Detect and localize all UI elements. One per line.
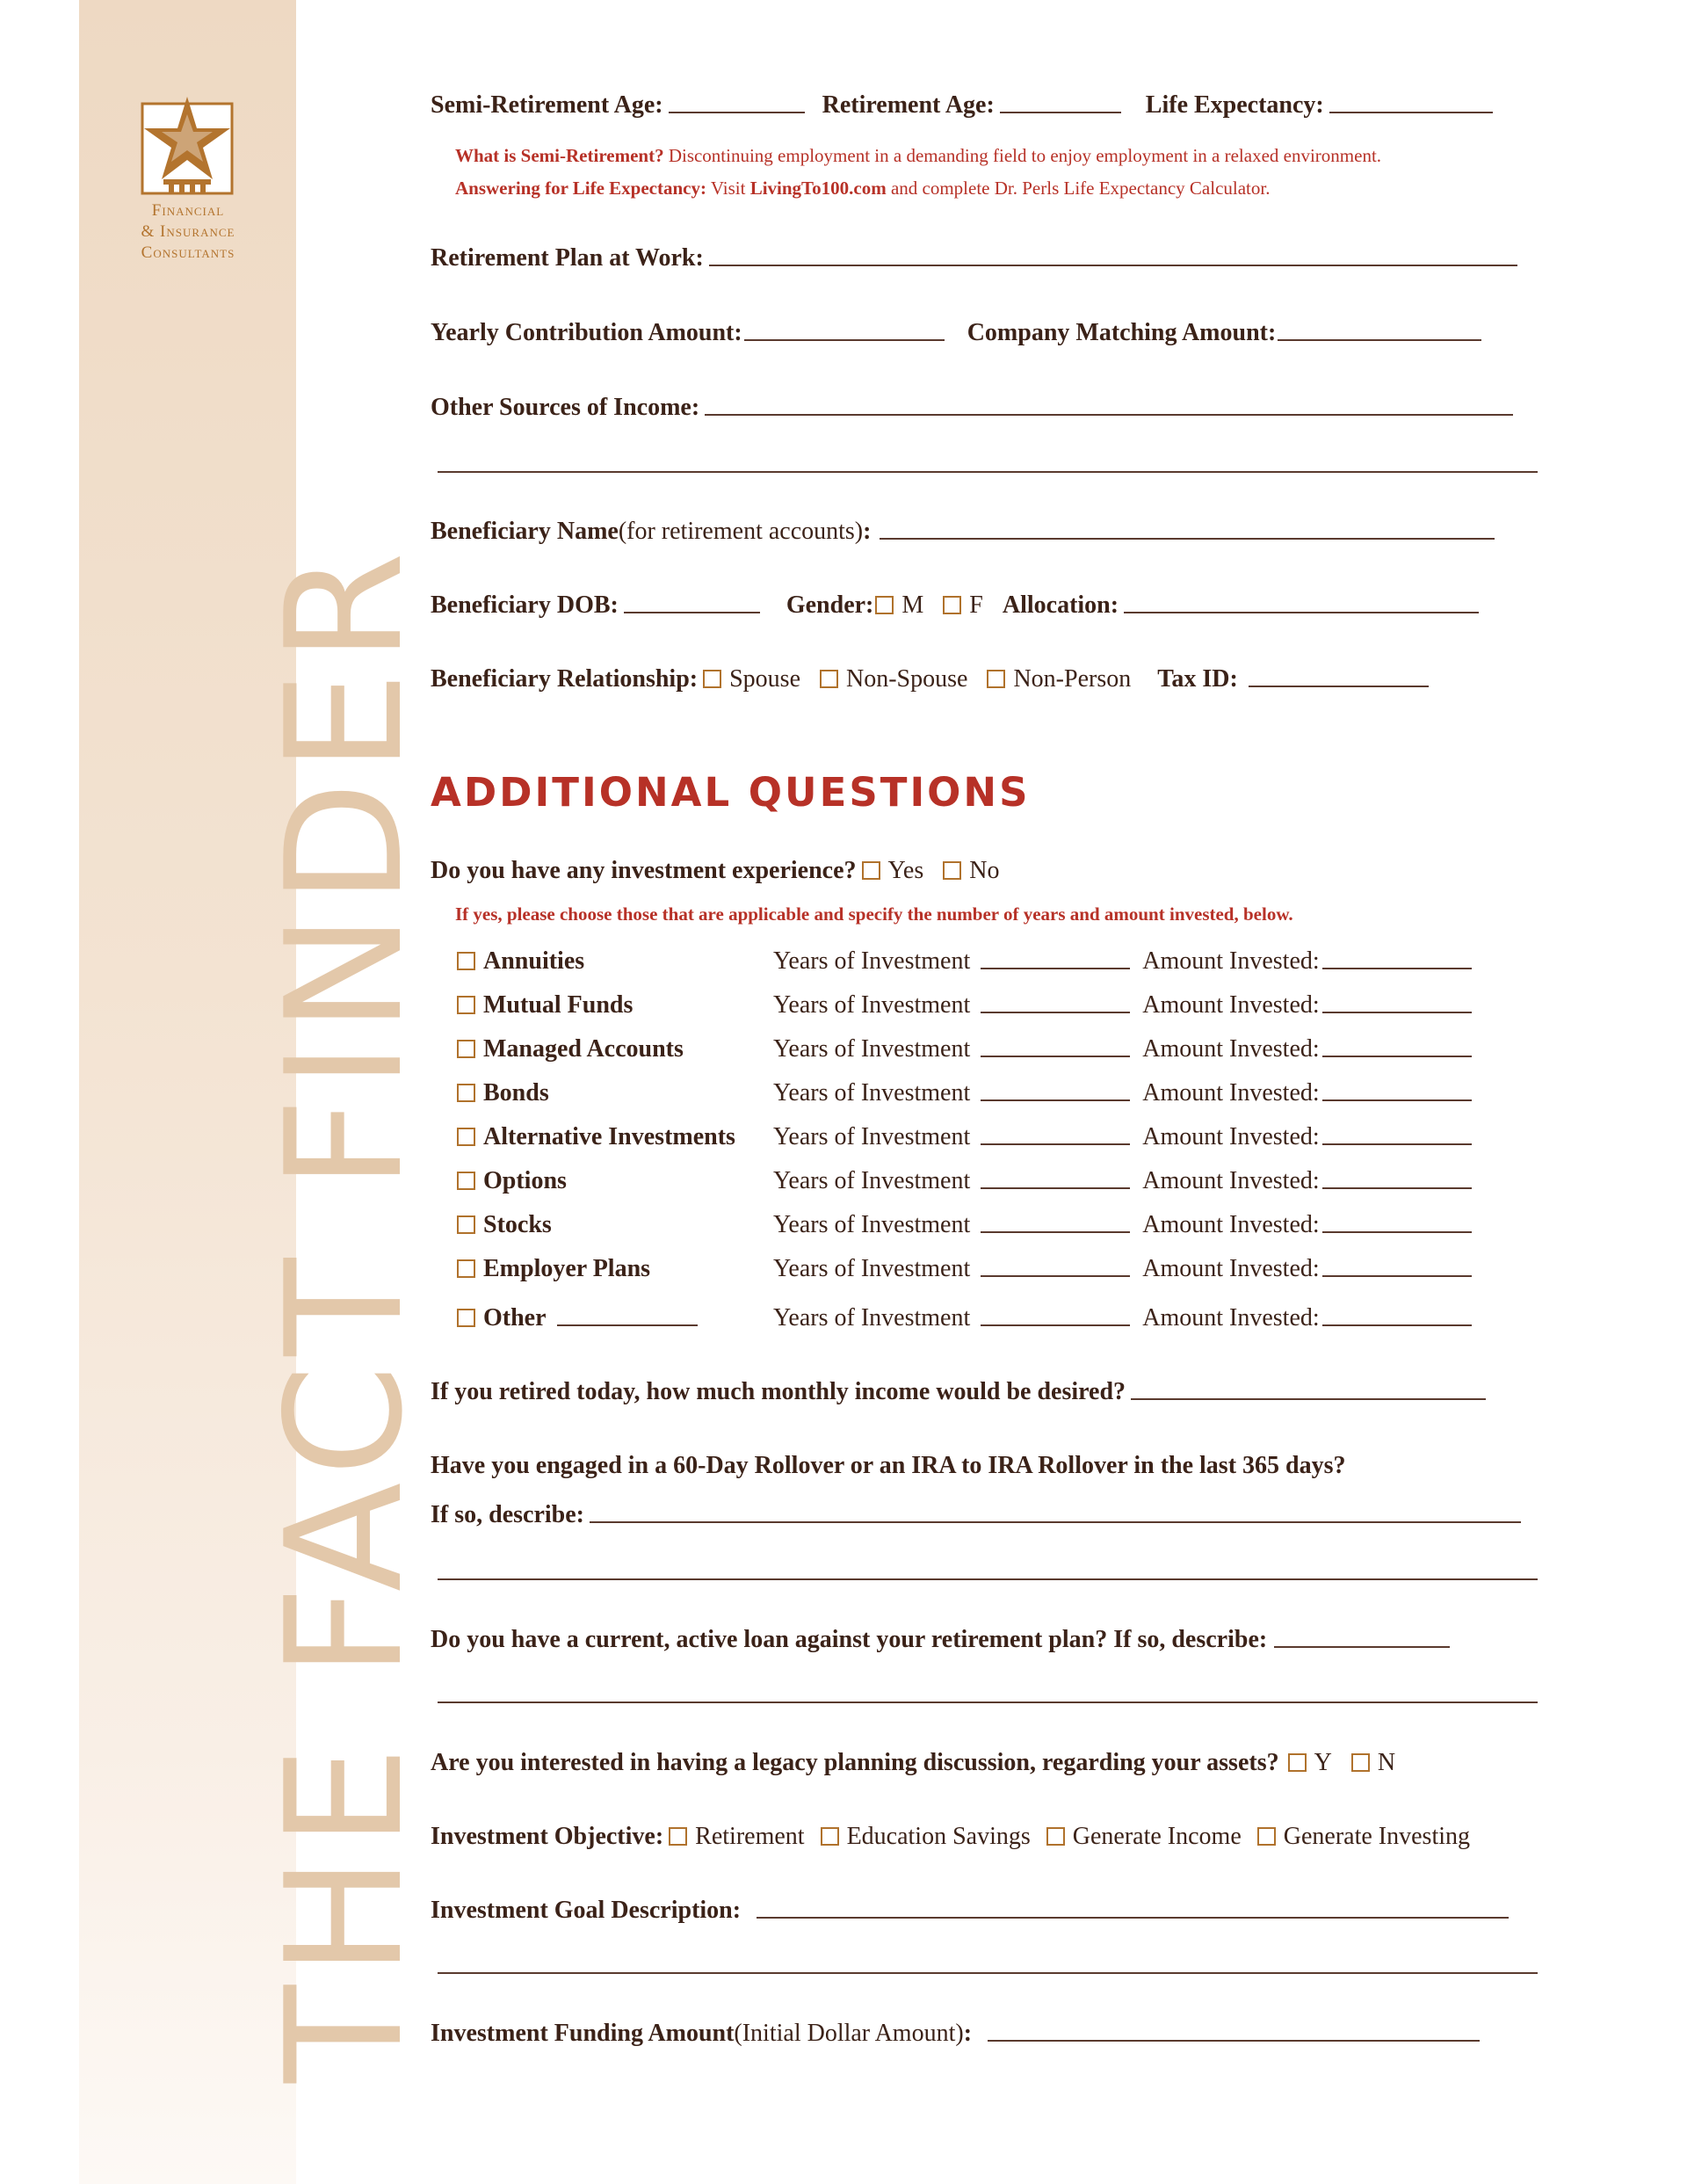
rollover-question: Have you engaged in a 60-Day Rollover or an IRA to IRA Rollover in the last 365 days?	[431, 1452, 1346, 1479]
investment-funding-row: Investment Funding Amount (Initial Dollar Amount) :	[431, 2020, 1480, 2048]
investment-row: Bonds Years of Investment Amount Invested:	[457, 1079, 1472, 1107]
amount-field[interactable]	[1322, 1186, 1472, 1189]
years-field[interactable]	[981, 1099, 1130, 1101]
beneficiary-name-field[interactable]	[880, 537, 1495, 540]
rollover-describe-field[interactable]	[590, 1520, 1521, 1523]
loan-question-row	[431, 1626, 1450, 1654]
objective-retirement-checkbox[interactable]	[669, 1827, 687, 1846]
allocation-field[interactable]	[1124, 611, 1479, 613]
investment-experience-row: Do you have any investment experience? Yes No	[431, 857, 1000, 884]
legacy-planning-question: Are you interested in having a legacy planning discussion, regarding your assets?	[431, 1749, 1279, 1776]
beneficiary-name-label: Beneficiary Name	[431, 518, 619, 545]
years-field[interactable]	[981, 1186, 1130, 1189]
retirement-ages-row	[431, 91, 1493, 120]
retirement-age-label: Retirement Age:	[822, 91, 995, 119]
yearly-contribution-label: Yearly Contribution Amount:	[431, 319, 742, 346]
legacy-planning-row: Are you interested in having a legacy planning discussion, regarding your assets? Y N	[431, 1749, 1396, 1776]
investment-funding-field[interactable]	[988, 2039, 1480, 2042]
loan-describe-field-line-2[interactable]	[438, 1701, 1538, 1703]
experience-no-checkbox[interactable]	[943, 861, 961, 880]
options-checkbox[interactable]	[457, 1172, 475, 1190]
loan-describe-field[interactable]	[1274, 1645, 1450, 1648]
gender-label: Gender:	[786, 591, 874, 619]
experience-instruction: If yes, please choose those that are applicable and specify the number of years and amount invested, below.	[455, 903, 1293, 925]
amount-field[interactable]	[1322, 1230, 1472, 1233]
investment-funding-label: Investment Funding Amount	[431, 2020, 735, 2047]
investment-row: Mutual Funds Years of Investment Amount Invested:	[457, 991, 1472, 1019]
company-matching-field[interactable]	[1278, 338, 1481, 341]
mutual-funds-checkbox[interactable]	[457, 996, 475, 1014]
bonds-checkbox[interactable]	[457, 1084, 475, 1102]
rollover-question-row	[431, 1452, 1345, 1480]
non-person-checkbox[interactable]	[987, 670, 1005, 688]
spouse-checkbox[interactable]	[703, 670, 721, 688]
rollover-describe-field-line-2[interactable]	[438, 1578, 1538, 1580]
other-investment-checkbox[interactable]	[457, 1309, 475, 1327]
rollover-describe-row	[431, 1501, 1521, 1529]
beneficiary-name-row: Beneficiary Name (for retirement accounts) :	[431, 518, 1495, 546]
experience-yes-checkbox[interactable]	[862, 861, 880, 880]
life-expectancy-note: Answering for Life Expectancy: Visit LivingTo100.com and complete Dr. Perls Life Expectancy Calculator.	[455, 178, 1271, 199]
life-expectancy-field[interactable]	[1329, 111, 1493, 113]
living-to-100-link[interactable]: LivingTo100.com	[749, 178, 887, 199]
beneficiary-dob-row: Beneficiary DOB: Gender: M F Allocation:	[431, 591, 1479, 620]
retirement-plan-field[interactable]	[709, 264, 1517, 266]
investment-objective-label: Investment Objective:	[431, 1823, 664, 1850]
years-field[interactable]	[981, 1274, 1130, 1277]
alternative-investments-checkbox[interactable]	[457, 1128, 475, 1146]
years-field[interactable]	[981, 1324, 1130, 1326]
investment-row: Stocks Years of Investment Amount Invested:	[457, 1211, 1472, 1239]
company-name: Financial & Insurance Consultants	[141, 201, 235, 262]
star-building-logo-icon	[141, 97, 234, 195]
investment-row: Alternative Investments Years of Investment Amount Invested:	[457, 1123, 1472, 1151]
amount-field[interactable]	[1322, 967, 1472, 969]
investment-row: Options Years of Investment Amount Invested:	[457, 1167, 1472, 1195]
other-income-label: Other Sources of Income:	[431, 394, 700, 421]
tax-id-label: Tax ID:	[1157, 665, 1238, 693]
tax-id-field[interactable]	[1249, 685, 1429, 687]
monthly-income-row	[431, 1378, 1486, 1406]
company-matching-label: Company Matching Amount:	[967, 319, 1277, 346]
retirement-plan-label: Retirement Plan at Work:	[431, 244, 704, 272]
contribution-row	[431, 319, 1481, 347]
amount-field[interactable]	[1322, 1099, 1472, 1101]
yearly-contribution-field[interactable]	[744, 338, 945, 341]
years-field[interactable]	[981, 1055, 1130, 1057]
managed-accounts-checkbox[interactable]	[457, 1040, 475, 1058]
years-field[interactable]	[981, 1230, 1130, 1233]
years-field[interactable]	[981, 1143, 1130, 1145]
beneficiary-relationship-row: Beneficiary Relationship: Spouse Non-Spouse Non-Person Tax ID:	[431, 665, 1429, 693]
retirement-age-field[interactable]	[1000, 111, 1121, 113]
investment-goal-label: Investment Goal Description:	[431, 1897, 742, 1924]
semi-retirement-note: What is Semi-Retirement? Discontinuing employment in a demanding field to enjoy employment in a relaxed environment.	[455, 145, 1382, 166]
semi-retirement-age-field[interactable]	[669, 111, 805, 113]
investment-row: Employer Plans Years of Investment Amount Invested:	[457, 1255, 1472, 1283]
years-field[interactable]	[981, 1011, 1130, 1013]
investment-goal-field-line-2[interactable]	[438, 1972, 1538, 1974]
investment-experience-question: Do you have any investment experience?	[431, 857, 857, 884]
amount-field[interactable]	[1322, 1324, 1472, 1326]
investment-row: Annuities Years of Investment Amount Invested:	[457, 947, 1472, 976]
beneficiary-relationship-label: Beneficiary Relationship:	[431, 665, 699, 693]
gender-f-checkbox[interactable]	[943, 596, 961, 614]
monthly-income-field[interactable]	[1131, 1397, 1486, 1400]
loan-question: Do you have a current, active loan against your retirement plan? If so, describe:	[431, 1626, 1268, 1653]
objective-investing-checkbox[interactable]	[1257, 1827, 1276, 1846]
investment-objective-row: Investment Objective: Retirement Education Savings Generate Income Generate Investing	[431, 1823, 1471, 1850]
years-field[interactable]	[981, 967, 1130, 969]
amount-field[interactable]	[1322, 1143, 1472, 1145]
monthly-income-question: If you retired today, how much monthly income would be desired?	[431, 1378, 1126, 1405]
amount-field[interactable]	[1322, 1011, 1472, 1013]
annuities-checkbox[interactable]	[457, 952, 475, 970]
allocation-label: Allocation:	[1002, 591, 1119, 619]
beneficiary-dob-label: Beneficiary DOB:	[431, 591, 619, 619]
other-income-row	[431, 394, 1513, 422]
amount-field[interactable]	[1322, 1274, 1472, 1277]
non-spouse-checkbox[interactable]	[820, 670, 838, 688]
amount-field[interactable]	[1322, 1055, 1472, 1057]
rollover-describe-label: If so, describe:	[431, 1501, 584, 1528]
investment-goal-row	[431, 1897, 1509, 1925]
objective-income-checkbox[interactable]	[1046, 1827, 1065, 1846]
investment-row: Managed Accounts Years of Investment Amount Invested:	[457, 1035, 1472, 1063]
retirement-plan-row	[431, 244, 1517, 272]
semi-retirement-age-label: Semi-Retirement Age:	[431, 91, 663, 119]
investment-row: Other Years of Investment Amount Invested:	[457, 1304, 1472, 1332]
legacy-yes-checkbox[interactable]	[1288, 1753, 1307, 1772]
gender-m-checkbox[interactable]	[875, 596, 894, 614]
beneficiary-dob-field[interactable]	[624, 611, 760, 613]
other-income-field[interactable]	[705, 413, 1513, 416]
investment-goal-field[interactable]	[757, 1916, 1509, 1919]
employer-plans-checkbox[interactable]	[457, 1259, 475, 1278]
vertical-page-title: THE FACT FINDER	[251, 542, 438, 2083]
other-income-field-line-2[interactable]	[438, 471, 1538, 473]
objective-education-checkbox[interactable]	[821, 1827, 839, 1846]
life-expectancy-label: Life Expectancy:	[1145, 91, 1324, 119]
legacy-no-checkbox[interactable]	[1351, 1753, 1370, 1772]
other-investment-name-field[interactable]	[557, 1324, 698, 1326]
stocks-checkbox[interactable]	[457, 1215, 475, 1234]
additional-questions-heading: ADDITIONAL QUESTIONS	[431, 769, 1031, 816]
